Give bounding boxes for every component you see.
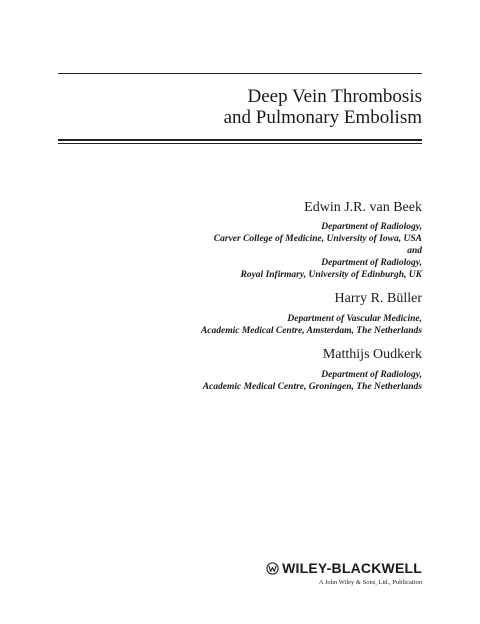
affiliation-line: and xyxy=(407,246,422,256)
affiliation-line: Department of Radiology, xyxy=(321,370,422,380)
author-name: Matthijs Oudkerk xyxy=(322,347,422,362)
affiliation-line: Department of Radiology, xyxy=(321,258,422,268)
double-rule-thin xyxy=(58,143,422,144)
author-block-buller xyxy=(201,291,422,337)
wiley-logo-icon xyxy=(266,562,279,575)
author-block-oudkerk xyxy=(201,347,422,393)
publisher-imprint xyxy=(266,560,422,588)
author-list xyxy=(201,200,422,403)
affiliation-line: Royal Infirmary, University of Edinburgh, UK xyxy=(240,270,422,280)
double-rule-thick xyxy=(58,139,422,141)
affiliation-line: Academic Medical Centre, Groningen, The Netherlands xyxy=(202,382,422,392)
author-name: Edwin J.R. van Beek xyxy=(304,200,422,215)
publisher-logo-text: WILEY-BLACKWELL xyxy=(282,560,422,576)
publisher-subline: A John Wiley & Sons, Ltd., Publication xyxy=(318,579,422,586)
affiliation-line: Department of Vascular Medicine, xyxy=(287,314,422,324)
author-name: Harry R. Büller xyxy=(334,291,422,306)
top-rule xyxy=(58,73,422,74)
book-title xyxy=(224,86,422,128)
affiliation-line: Carver College of Medicine, University of Iowa, USA xyxy=(213,234,422,244)
publisher-logo xyxy=(266,560,422,576)
affiliation-line: Department of Radiology, xyxy=(321,222,422,232)
author-block-van-beek xyxy=(201,200,422,281)
affiliation-line: Academic Medical Centre, Amsterdam, The Netherlands xyxy=(200,326,422,336)
title-line-2: and Pulmonary Embolism xyxy=(223,107,422,128)
title-line-1: Deep Vein Thrombosis xyxy=(247,86,422,107)
